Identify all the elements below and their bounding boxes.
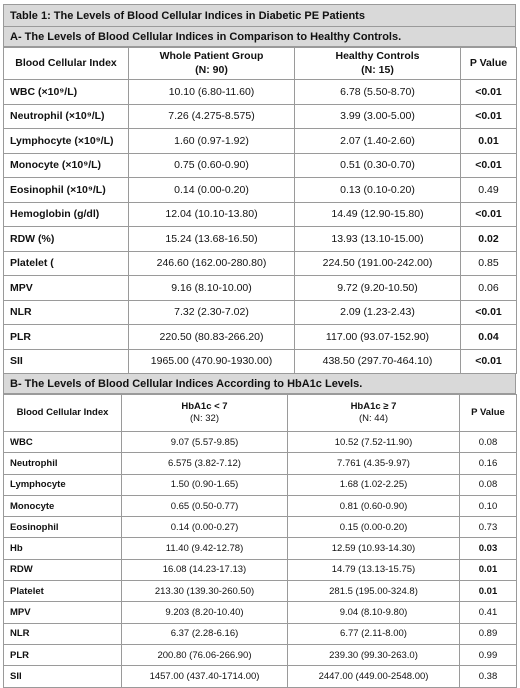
- cell-p-value: 0.99: [460, 644, 517, 665]
- cell-group2: 3.99 (3.00-5.00): [295, 104, 461, 129]
- cell-group1: 9.07 (5.57-9.85): [122, 432, 288, 453]
- cell-group2: 0.51 (0.30-0.70): [295, 153, 461, 178]
- cell-index: PLR: [4, 325, 129, 350]
- table-row: [4, 153, 517, 178]
- table-row: [4, 623, 517, 644]
- section-b-table: [3, 394, 517, 688]
- table-row: [4, 602, 517, 623]
- header-group2: HbA1c ≥ 7 (N: 44): [288, 395, 460, 432]
- cell-group2: 239.30 (99.30-263.0): [288, 644, 460, 665]
- section-a-heading: A- The Levels of Blood Cellular Indices in Comparison to Healthy Controls.: [3, 27, 516, 47]
- cell-group2: 13.93 (13.10-15.00): [295, 227, 461, 252]
- table-row: [4, 129, 517, 154]
- cell-group2: 224.50 (191.00-242.00): [295, 251, 461, 276]
- cell-p-value: 0.16: [460, 453, 517, 474]
- cell-group1: 9.203 (8.20-10.40): [122, 602, 288, 623]
- cell-p-value: 0.10: [460, 495, 517, 516]
- table-row: [4, 453, 517, 474]
- cell-group1: 10.10 (6.80-11.60): [129, 80, 295, 105]
- cell-group2: 6.77 (2.11-8.00): [288, 623, 460, 644]
- table-row: [4, 474, 517, 495]
- cell-p-value: 0.41: [460, 602, 517, 623]
- cell-group1: 220.50 (80.83-266.20): [129, 325, 295, 350]
- cell-p-value: 0.85: [461, 251, 517, 276]
- cell-group2: 0.13 (0.10-0.20): [295, 178, 461, 203]
- section-a-header-row: [4, 48, 517, 80]
- cell-index: PLR: [4, 644, 122, 665]
- cell-index: WBC (×10⁹/L): [4, 80, 129, 105]
- cell-group1: 12.04 (10.10-13.80): [129, 202, 295, 227]
- cell-group2: 438.50 (297.70-464.10): [295, 349, 461, 374]
- table-row: [4, 517, 517, 538]
- cell-group2: 7.761 (4.35-9.97): [288, 453, 460, 474]
- cell-index: Monocyte (×10⁹/L): [4, 153, 129, 178]
- cell-p-value: 0.02: [461, 227, 517, 252]
- section-b-heading: B- The Levels of Blood Cellular Indices According to HbA1c Levels.: [3, 374, 516, 394]
- cell-p-value: 0.04: [461, 325, 517, 350]
- cell-group1: 6.37 (2.28-6.16): [122, 623, 288, 644]
- cell-group2: 12.59 (10.93-14.30): [288, 538, 460, 559]
- cell-group1: 15.24 (13.68-16.50): [129, 227, 295, 252]
- cell-index: Eosinophil (×10⁹/L): [4, 178, 129, 203]
- header-index: Blood Cellular Index: [4, 48, 129, 80]
- cell-index: Neutrophil (×10⁹/L): [4, 104, 129, 129]
- header-group2: Healthy Controls (N: 15): [295, 48, 461, 80]
- cell-group1: 1.60 (0.97-1.92): [129, 129, 295, 154]
- table-row: [4, 178, 517, 203]
- cell-group1: 0.65 (0.50-0.77): [122, 495, 288, 516]
- cell-group1: 0.75 (0.60-0.90): [129, 153, 295, 178]
- cell-p-value: 0.01: [461, 129, 517, 154]
- header-group1: Whole Patient Group (N: 90): [129, 48, 295, 80]
- cell-index: WBC: [4, 432, 122, 453]
- table-document: [3, 4, 516, 688]
- cell-group2: 14.49 (12.90-15.80): [295, 202, 461, 227]
- cell-p-value: 0.08: [460, 474, 517, 495]
- cell-group1: 213.30 (139.30-260.50): [122, 581, 288, 602]
- cell-index: Platelet: [4, 581, 122, 602]
- section-b-header-row: [4, 395, 517, 432]
- cell-group2: 14.79 (13.13-15.75): [288, 559, 460, 580]
- cell-index: NLR: [4, 300, 129, 325]
- cell-index: Eosinophil: [4, 517, 122, 538]
- cell-p-value: 0.08: [460, 432, 517, 453]
- header-group1: HbA1c < 7 (N: 32): [122, 395, 288, 432]
- cell-group1: 246.60 (162.00-280.80): [129, 251, 295, 276]
- cell-group1: 0.14 (0.00-0.20): [129, 178, 295, 203]
- cell-index: Hemoglobin (g/dl): [4, 202, 129, 227]
- header-p-value: P Value: [461, 48, 517, 80]
- cell-group2: 2.07 (1.40-2.60): [295, 129, 461, 154]
- cell-p-value: <0.01: [461, 153, 517, 178]
- cell-group2: 281.5 (195.00-324.8): [288, 581, 460, 602]
- section-a-table: [3, 47, 517, 374]
- cell-p-value: 0.89: [460, 623, 517, 644]
- header-p-value: P Value: [460, 395, 517, 432]
- cell-p-value: <0.01: [461, 300, 517, 325]
- cell-group1: 200.80 (76.06-266.90): [122, 644, 288, 665]
- table-row: [4, 227, 517, 252]
- cell-group1: 9.16 (8.10-10.00): [129, 276, 295, 301]
- cell-p-value: 0.49: [461, 178, 517, 203]
- cell-p-value: 0.03: [460, 538, 517, 559]
- cell-p-value: 0.73: [460, 517, 517, 538]
- cell-index: Lymphocyte (×10⁹/L): [4, 129, 129, 154]
- cell-index: SII: [4, 666, 122, 687]
- cell-group1: 1965.00 (470.90-1930.00): [129, 349, 295, 374]
- cell-group1: 7.32 (2.30-7.02): [129, 300, 295, 325]
- table-row: [4, 276, 517, 301]
- cell-index: RDW (%): [4, 227, 129, 252]
- table-row: [4, 202, 517, 227]
- table-row: [4, 432, 517, 453]
- table-row: [4, 325, 517, 350]
- cell-index: Neutrophil: [4, 453, 122, 474]
- cell-group2: 0.81 (0.60-0.90): [288, 495, 460, 516]
- cell-p-value: <0.01: [461, 104, 517, 129]
- cell-index: NLR: [4, 623, 122, 644]
- cell-p-value: 0.01: [460, 559, 517, 580]
- cell-group1: 1.50 (0.90-1.65): [122, 474, 288, 495]
- table-row: [4, 538, 517, 559]
- cell-group1: 1457.00 (437.40-1714.00): [122, 666, 288, 687]
- table-title: Table 1: The Levels of Blood Cellular Indices in Diabetic PE Patients: [3, 4, 516, 27]
- cell-p-value: <0.01: [461, 349, 517, 374]
- cell-index: MPV: [4, 602, 122, 623]
- cell-group1: 6.575 (3.82-7.12): [122, 453, 288, 474]
- cell-index: Lymphocyte: [4, 474, 122, 495]
- cell-p-value: 0.38: [460, 666, 517, 687]
- table-row: [4, 300, 517, 325]
- cell-group1: 7.26 (4.275-8.575): [129, 104, 295, 129]
- table-row: [4, 349, 517, 374]
- cell-group1: 11.40 (9.42-12.78): [122, 538, 288, 559]
- cell-group2: 6.78 (5.50-8.70): [295, 80, 461, 105]
- cell-group1: 0.14 (0.00-0.27): [122, 517, 288, 538]
- cell-p-value: 0.01: [460, 581, 517, 602]
- table-row: [4, 251, 517, 276]
- table-row: [4, 559, 517, 580]
- cell-index: Monocyte: [4, 495, 122, 516]
- cell-group2: 117.00 (93.07-152.90): [295, 325, 461, 350]
- table-row: [4, 581, 517, 602]
- cell-group2: 9.04 (8.10-9.80): [288, 602, 460, 623]
- cell-group2: 2447.00 (449.00-2548.00): [288, 666, 460, 687]
- table-row: [4, 666, 517, 687]
- cell-p-value: <0.01: [461, 202, 517, 227]
- cell-group2: 10.52 (7.52-11.90): [288, 432, 460, 453]
- cell-group2: 1.68 (1.02-2.25): [288, 474, 460, 495]
- cell-group2: 9.72 (9.20-10.50): [295, 276, 461, 301]
- cell-group2: 0.15 (0.00-0.20): [288, 517, 460, 538]
- table-row: [4, 104, 517, 129]
- cell-index: MPV: [4, 276, 129, 301]
- cell-p-value: <0.01: [461, 80, 517, 105]
- cell-index: RDW: [4, 559, 122, 580]
- table-row: [4, 495, 517, 516]
- cell-p-value: 0.06: [461, 276, 517, 301]
- cell-index: SII: [4, 349, 129, 374]
- table-row: [4, 80, 517, 105]
- cell-index: Platelet (: [4, 251, 129, 276]
- header-index: Blood Cellular Index: [4, 395, 122, 432]
- cell-group2: 2.09 (1.23-2.43): [295, 300, 461, 325]
- cell-group1: 16.08 (14.23-17.13): [122, 559, 288, 580]
- cell-index: Hb: [4, 538, 122, 559]
